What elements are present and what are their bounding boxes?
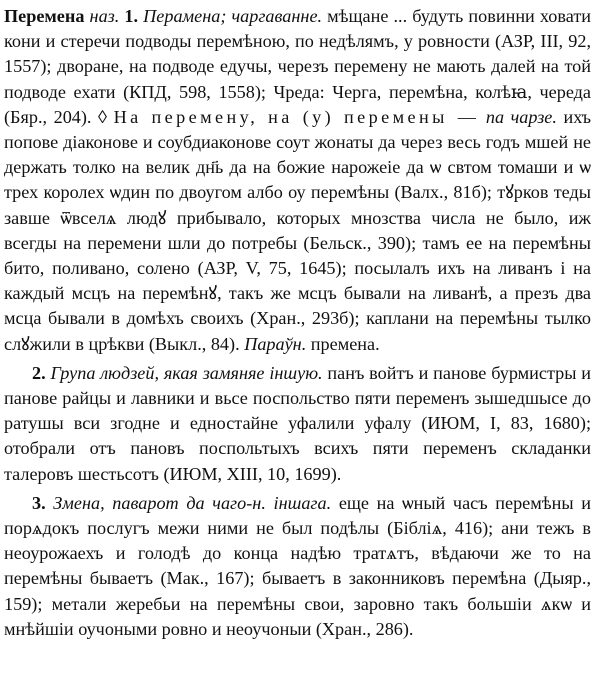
sense-1-paragraph bbox=[4, 4, 591, 357]
idiom-gloss: па чарзе. bbox=[485, 106, 557, 127]
sense-3-gloss: Змена, паварот да чаго-н. іншага. bbox=[53, 492, 332, 513]
headword: Перемена bbox=[4, 6, 85, 26]
part-of-speech: наз. bbox=[89, 6, 120, 26]
sense-2-citations: панъ войтъ и панове бурмистры и панове райцы и лавники и вьсе поспольство пяти переменъ зышедшысе до ратушы вси згодне и едностайне уфалили уфалу (ИЮМ, I, 83, 1680); отобрали отъ пановъ поспольтыхъ всихъ пяти переменъ складанки талеровъ шестьсотъ (ИЮМ, XIII, 10, 1699). bbox=[4, 362, 592, 484]
sense-3-paragraph bbox=[4, 491, 591, 642]
compare-label: Параўн. bbox=[244, 333, 307, 354]
sense-1-number: 1. bbox=[124, 6, 139, 26]
sense-1-citations-b: ихъ попове діаконове и соубдиаконове соут жонаты да через весь годъ мшей не держать толко на велик дн҃ь да на божие нарожеіе да ѡ свтом томаши и ѡ трех королех ѡдин по двоугом албо оу перемѣны (Валх., 81б); тꙋрков теды завше ѿвселѧ людꙋ прибывало, которых мнозства числа не было, иж всегды на перемени шли до потребы (Бельск., 390); тамъ ее на перемѣны бито, поливано, солено (АЗР, V, 75, 1645); посылалъ ихъ на ливанъ і на каждый мсцъ на перемѣнꙋ, такъ же мсцъ бывали на ливанѣ, а презъ два мсца бывали в домѣхъ своихъ (Хран., 293б); каплани на перемѣны тылко слꙋжили в црѣкви (Выкл., 84). bbox=[4, 106, 592, 354]
sense-1-gloss: Перамена; чаргаванне. bbox=[143, 6, 323, 26]
sense-3-number: 3. bbox=[32, 492, 46, 513]
sense-2-paragraph bbox=[4, 361, 591, 487]
idiom-phrase: На перемену, на (у) перемены — bbox=[113, 106, 480, 127]
sense-2-number: 2. bbox=[32, 362, 46, 383]
sense-3-citations: еще на ѡный часъ перемѣны и порѧдокъ послугъ межи ними не был подѣлы (Бібліѧ, 416); ани тежъ в неоурожаехъ и голодѣ до конца надѣю тратѧтъ, вѣдаючи же то на перемѣны бываетъ (Мак., 167); бываетъ в законниковъ перемѣна (Дыяр., 159); метали жеребьи на перемѣны свои, заровно такъ большіи ѧкѡ и мнѣйшіи оучоными ровно и неоучоныи (Хран., 286). bbox=[4, 492, 591, 639]
compare-word: премена. bbox=[310, 333, 380, 354]
sense-2-gloss: Група людзей, якая замяняе іншую. bbox=[50, 362, 323, 383]
sense-1-citations-a: мѣщане ... будуть повинни ховати кони и стеречи подводы перемѣною, по недѣлямъ, у ровности (АЗР, III, 92, 1557); дворане, на подводе едучы, черезъ перемену не мають далей на той подводе ехати (КПД, 598, 1558); Чреда: Черга, перемѣна, колѣꙗ, череда (Бяр., 204). ◊ bbox=[4, 6, 591, 127]
